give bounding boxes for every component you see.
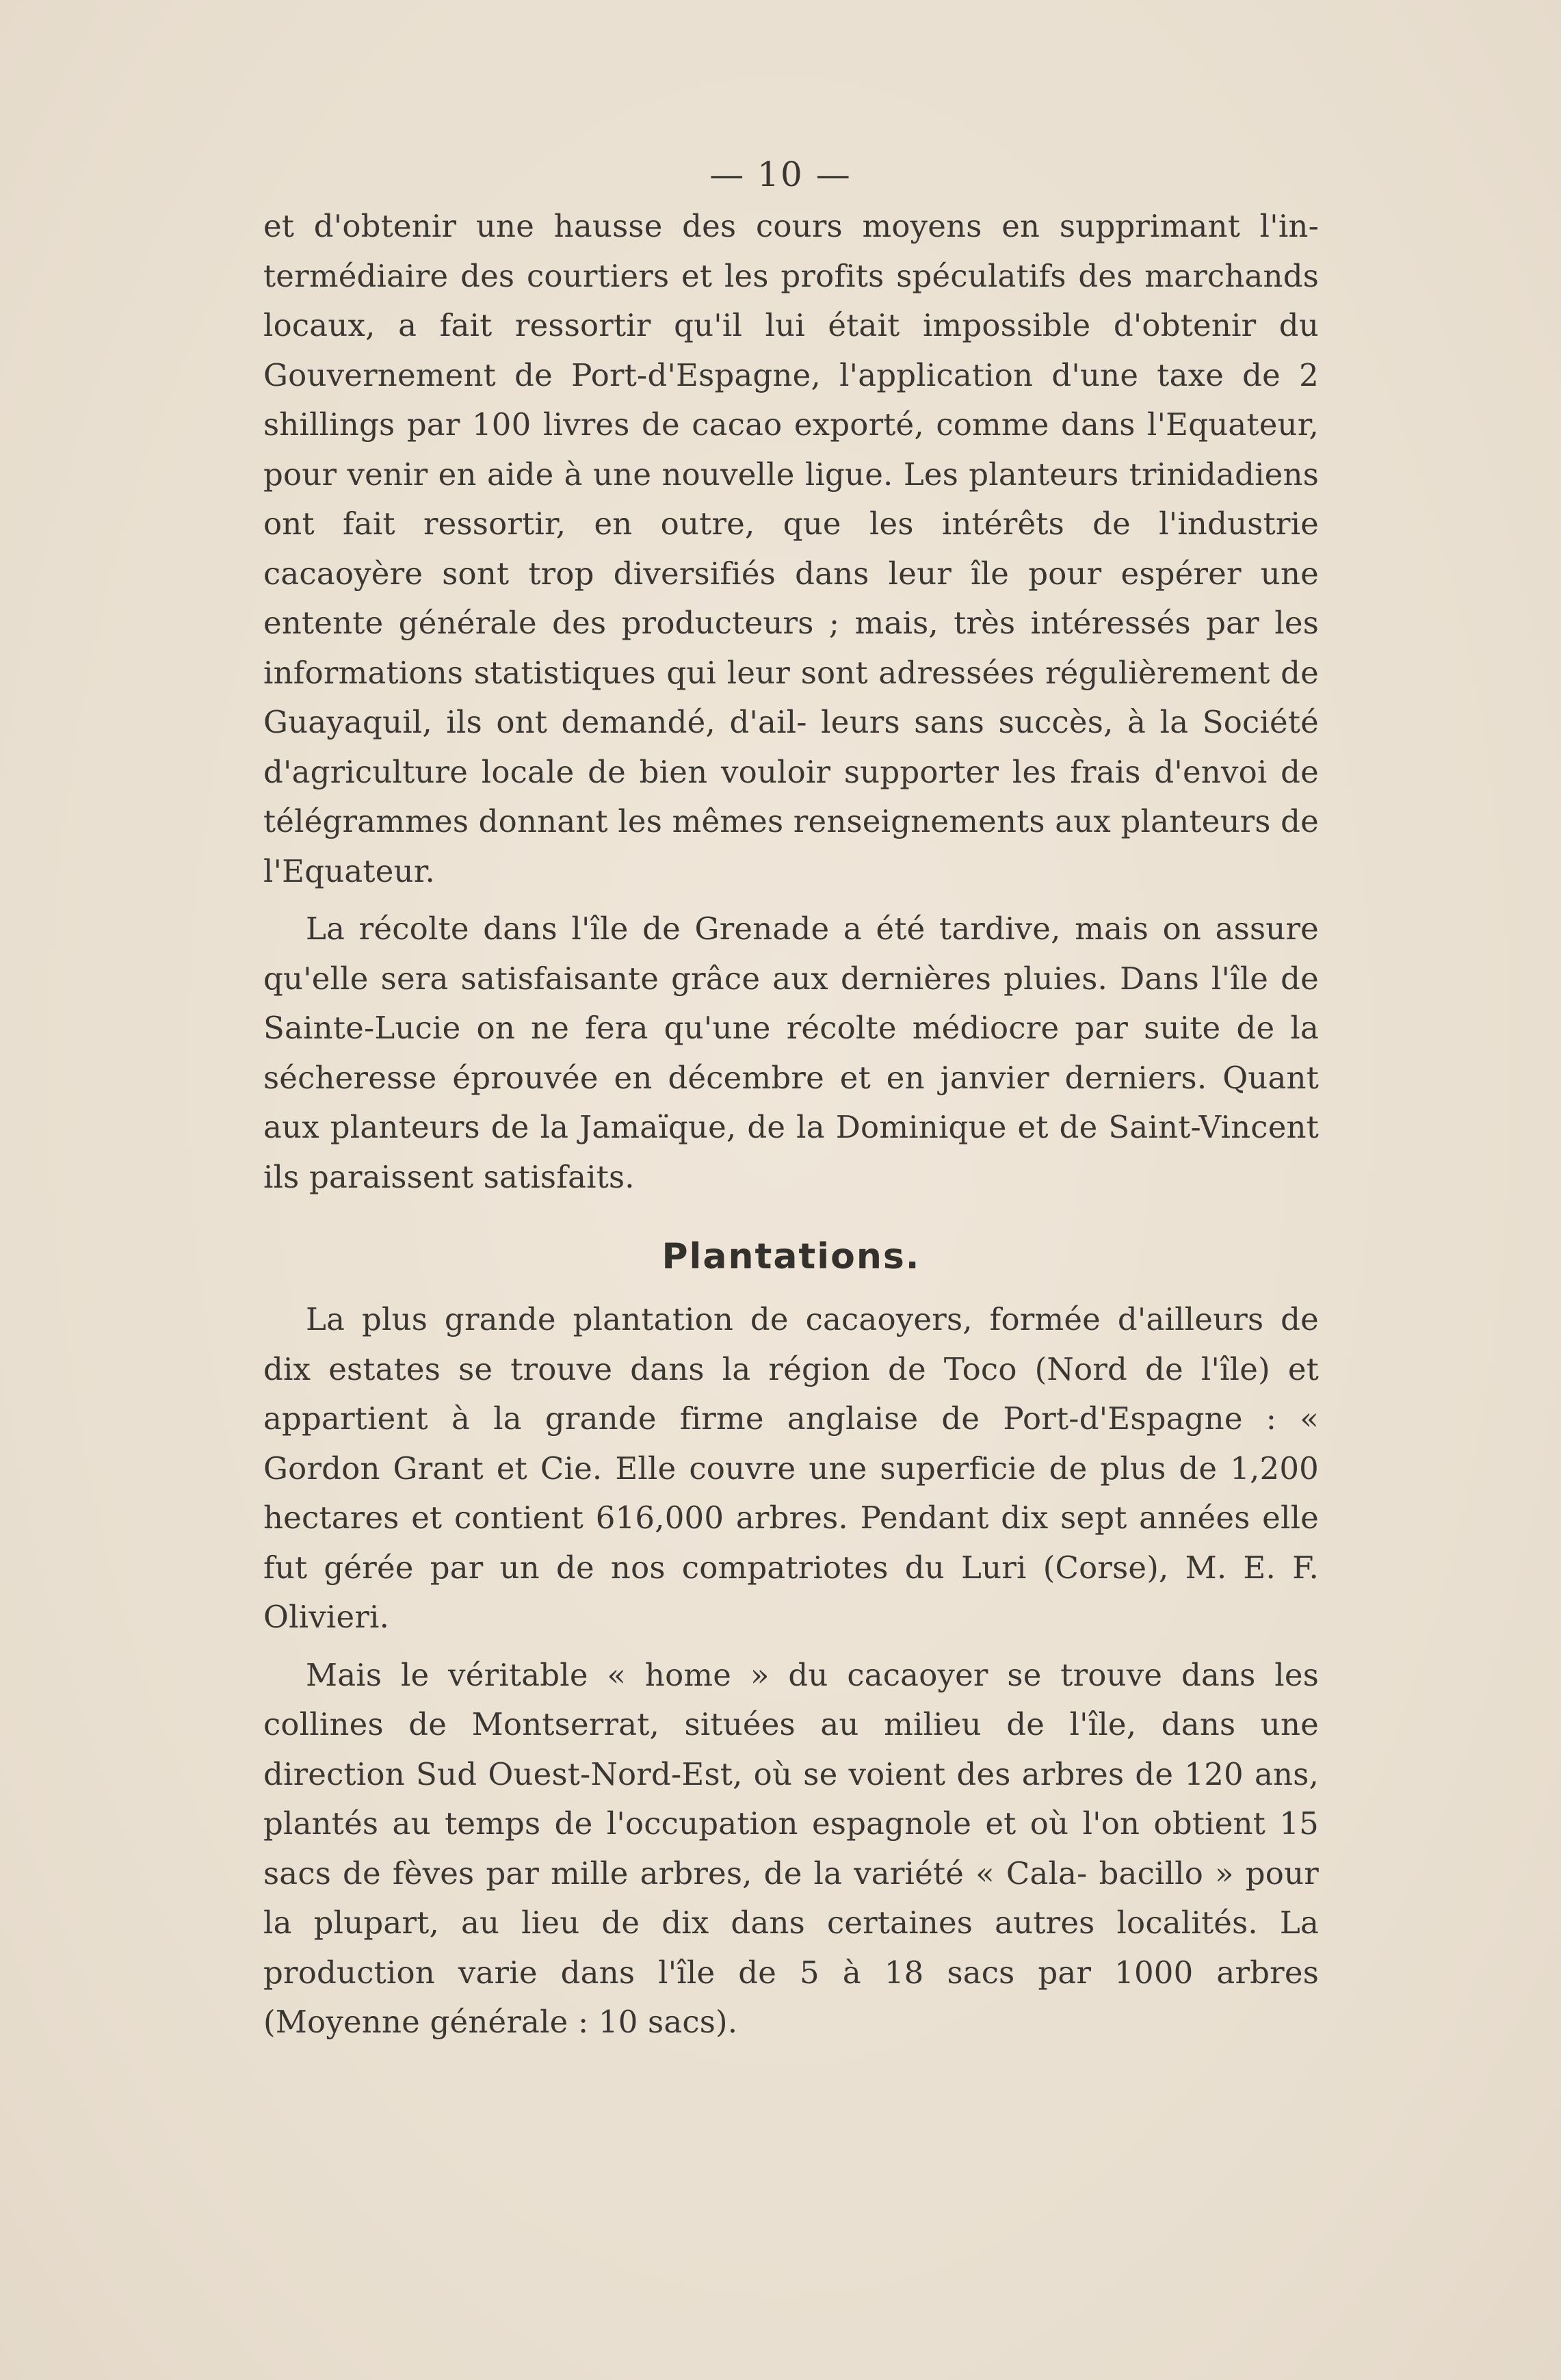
body-text	[263, 202, 1319, 2048]
page-number: — 10 —	[709, 155, 852, 194]
paragraph-montserrat: Mais le véritable « home » du cacaoyer se trouve dans les collines de Montserrat, situées au milieu de l'île, dans une direction Sud Ouest-Nord-Est, où se voient des arbres de 120 ans, plantés au temps de l'occupation espagnole et où l'on obtient 15 sacs de fèves par mille arbres, de la variété « Cala- bacillo » pour la plupart, au lieu de dix dans certaines autres localités. La production varie dans l'île de 5 à 18 sacs par 1000 arbres (Moyenne générale : 10 sacs).	[263, 1656, 1319, 2040]
paragraph-plantation: La plus grande plantation de cacaoyers, formée d'ailleurs de dix estates se trouve dans la région de Toco (Nord de l'île) et appartient à la grande firme anglaise de Port-d'Espagne : « Gordon Grant et Cie. Elle couvre une superficie de plus de 1,200 hectares et contient 616,000 arbres. Pendant dix sept années elle fut gérée par un de nos compatriotes du Luri (Corse), M. E. F. Olivieri.	[263, 1301, 1319, 1635]
section-heading: Plantations.	[661, 1236, 921, 1277]
paragraph-continuation: et d'obtenir une hausse des cours moyens en supprimant l'in- termédiaire des courtiers et les profits spéculatifs des marchands locaux, a fait ressortir qu'il lui était impossible d'obtenir du Gouvernement de Port-d'Espagne, l'application d'une taxe de 2 shillings par 100 livres de cacao exporté, comme dans l'Equateur, pour venir en aide à une nouvelle ligue. Les planteurs trinidadiens ont fait ressortir, en outre, que les intérêts de l'industrie cacaoyère sont trop diversifiés dans leur île pour espérer une entente générale des producteurs ; mais, très intéressés par les informations statistiques qui leur sont adressées régulièrement de Guayaquil, ils ont demandé, d'ail- leurs sans succès, à la Société d'agriculture locale de bien vouloir supporter les frais d'envoi de télégrammes donnant les mêmes renseignements aux planteurs de l'Equateur.	[263, 208, 1319, 889]
paragraph-grenade: La récolte dans l'île de Grenade a été tardive, mais on assure qu'elle sera satisfaisante grâce aux dernières pluies. Dans l'île de Sainte-Lucie on ne fera qu'une récolte médiocre par suite de la sécheresse éprouvée en décembre et en janvier derniers. Quant aux planteurs de la Jamaïque, de la Dominique et de Saint-Vincent ils paraissent satisfaits.	[263, 911, 1319, 1195]
